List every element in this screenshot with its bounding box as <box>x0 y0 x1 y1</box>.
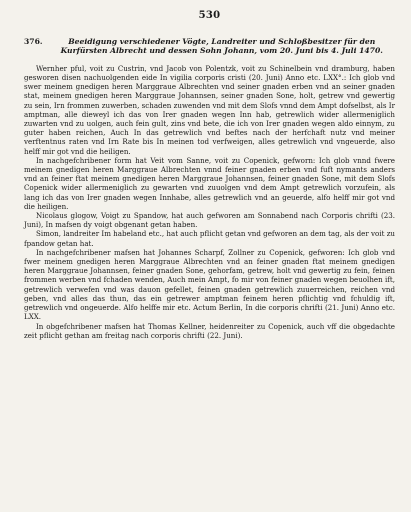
paragraph: Simon, landreiter Im habeland etc., hat auch pflicht getan vnd gefworen an dem tag, als der voit zu fpandow getan hat. <box>24 229 395 248</box>
document-body <box>24 64 395 340</box>
document-heading <box>24 37 395 56</box>
paragraph: In nachgefchribener form hat Veit vom Sanne, voit zu Copenick, gefworn: Ich glob vnnd fwere meinem gnedigen heren Marggraue Albrechten vnnd feiner gnaden erben vnd fuft nymants anders vnd an feiner ftat meinem gnedigen heren Marggraue Johannsen, feiner gnaden Sone, mit dem Slofs Copenick wider allermeniglich zu gewarten vnd zuuolgen vnd dem Ampt getrewlich vorzufein, als lang ich das von Irer gnaden wegen Innhabe, alles getrewlich vnd an geuerde, alfo helff mir got vnd die heiligen. <box>24 155 395 211</box>
paragraph: In nachgefchribener mafsen hat Johannes Scharpf, Zollner zu Copenick, gefworen: Ich glob vnd fwer meinem gnedigen heren Marggraue Albrechten vnd an feiner gnaden ftat meinem gnedigen heren Marggraue Johannsen, feiner gnaden Sone, gehorfam, getrew, holt vnd gewertig zu fein, feinen frommen werben vnd fchaden wenden, Auch mein Ampt, fo mir von feiner gnaden wegen beuolhen ift, getrewlich verwefen vnd was dauon gefellet, feinen gnaden getrewlich zuuerreichen, reichen vnd geben, vnd alles das thun, das ein getrewer amptman feinem heren pflichtig vnd fchuldig ift, getrewlich vnd ongeuerde. Alfo helffe mir etc. Actum Berlin, In die corporis chrifti (21. Juni) Anno etc. LXX. <box>24 247 395 322</box>
document-number: 376. <box>24 37 43 46</box>
document-title: Beeidigung verschiedener Vögte, Landreiter und Schloßbesitzer für den Kurfürsten Albrecht und dessen Sohn Johann, vom 20. Juni bis 4. Juli 1470. <box>60 37 383 56</box>
page-number: 530 <box>198 10 221 21</box>
paragraph: Nicolaus glogow, Voigt zu Spandow, hat auch gefworen am Sonnabend nach Corporis chrifti (23. Juni), In mafsen dy voigt obgenant getan haben. <box>24 211 395 230</box>
paragraph: In obgefchribener mafsen hat Thomas Kellner, heidenreiter zu Copenick, auch vff die obgedachte zeit pflicht gethan am freitag nach corporis chrifti (22. Juni). <box>24 321 395 340</box>
paragraph: Wernher pful, voit zu Custrin, vnd Jacob von Polentzk, voit zu Schinelbein vnd dramburg, haben gesworen disen nachuolgenden eide In vigilia corporis cristi (20. Juni) Anno etc. LXX°.: Ich glob vnd swer meinem gnedigen heren Marggraue Albrechten vnd seiner gnaden erben vnd an seiner gnaden stat, meinem gnedigen heren Marggraue Johannsen, seiner gnaden Sone, holt, getrew vnd gewertig zu sein, Irn frommen zuwerben, schaden zuwenden vnd mit dem Slofs vnnd dem Ampt dofselbst, als Ir amptman, alle dieweyl ich das von Irer gnaden wegen Inn hab, getrewlich wider allermeniglich zuwarten vnd zu uolgen, auch fein gult, zins vnd bete, die ich von Irer gnaden wegen aldo einnym, zu guter haben reichen, Auch In das getrewlich vnd beftes nach der herfchaft nutz vnd meiner verftentnus raten vnd Irn Rate bis In meinen tod verfweigen, alles getrewlich vnd vngeuerde, also helff mir got vnd die heiligen. <box>24 63 395 156</box>
